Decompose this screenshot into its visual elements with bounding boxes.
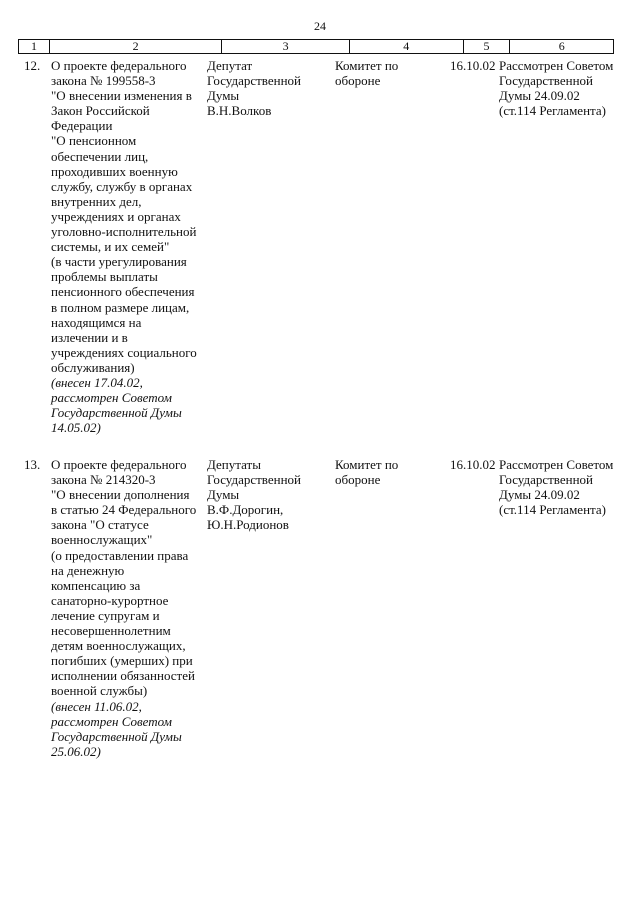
bill-author <box>207 457 301 532</box>
text-line: закона № 199558-3 <box>51 73 156 89</box>
text-line: службу, службу в органах <box>51 178 193 194</box>
text-line: учреждениях социального <box>51 344 197 360</box>
text-line: детям военнослужащих, <box>51 638 186 654</box>
text-line: Думы 24.09.02 <box>499 487 580 503</box>
text-line: (в части урегулирования <box>51 254 187 270</box>
review-date: 16.10.02 <box>450 58 496 73</box>
text-line: (внесен 17.04.02, <box>51 374 143 390</box>
text-line: Государственной Думы <box>51 405 182 421</box>
text-line: 25.06.02) <box>51 743 101 759</box>
text-line: Федерации <box>51 118 113 134</box>
text-line: рассмотрен Советом <box>51 713 172 729</box>
text-line: системы, и их семей" <box>51 239 170 255</box>
text-line: 14.05.02) <box>51 420 101 436</box>
text-line: Депутат <box>207 58 253 73</box>
text-line: обслуживания) <box>51 359 135 375</box>
text-line: военной службы) <box>51 683 148 699</box>
text-line: Ю.Н.Родионов <box>207 517 289 533</box>
text-line: (ст.114 Регламента) <box>499 502 606 518</box>
text-line: излечении и в <box>51 329 128 345</box>
column-header-2: 2 <box>50 40 222 53</box>
text-line: В.Н.Волков <box>207 103 272 119</box>
text-line: "О внесении дополнения <box>51 487 190 503</box>
text-line: "О пенсионном <box>51 133 137 149</box>
text-line: Государственной Думы <box>51 728 182 744</box>
text-line: санаторно-курортное <box>51 592 169 608</box>
text-line: В.Ф.Дорогин, <box>207 502 284 518</box>
submission-note <box>51 699 196 759</box>
column-header-3: 3 <box>222 40 350 53</box>
text-line: обороне <box>335 73 381 89</box>
text-line: Государственной <box>207 472 302 488</box>
text-line: Думы <box>207 88 240 104</box>
text-line: закона "О статусе <box>51 517 149 533</box>
review-date: 16.10.02 <box>450 457 496 472</box>
review-result <box>499 58 613 118</box>
text-line: рассмотрен Советом <box>51 390 172 406</box>
text-line: закона № 214320-3 <box>51 472 156 488</box>
text-line: лечение супругам и <box>51 607 160 623</box>
page-number: 24 <box>314 19 326 33</box>
responsible-committee <box>335 58 398 88</box>
text-line: Комитет по <box>335 457 399 472</box>
text-line: О проекте федерального <box>51 58 187 73</box>
text-line: несовершеннолетним <box>51 623 171 639</box>
text-line: на денежную <box>51 562 125 578</box>
text-line: (ст.114 Регламента) <box>499 103 606 119</box>
text-line: учреждениях и органах <box>51 208 181 224</box>
text-line: Государственной <box>499 472 594 488</box>
text-line: находящимся на <box>51 314 142 330</box>
text-line: Государственной <box>499 73 594 89</box>
submission-note <box>51 375 197 435</box>
column-header-6: 6 <box>558 39 565 53</box>
column-header-5: 5 <box>464 40 511 53</box>
column-header-4: 4 <box>350 40 464 53</box>
description-lines <box>51 58 197 375</box>
review-result <box>499 457 613 517</box>
text-line: уголовно-исполнительной <box>51 224 197 240</box>
text-line: Рассмотрен Советом <box>499 58 614 73</box>
text-line: проходивших военную <box>51 163 178 179</box>
responsible-committee <box>335 457 398 487</box>
text-line: в полном размере лицам, <box>51 299 190 315</box>
text-line: внутренних дел, <box>51 193 142 209</box>
text-line: "О внесении изменения в <box>51 88 192 104</box>
text-line: (о предоставлении права <box>51 547 189 563</box>
text-line: Депутаты <box>207 457 261 472</box>
row-number: 12. <box>24 58 41 73</box>
text-line: Государственной <box>207 73 302 89</box>
bill-description <box>51 457 196 759</box>
description-lines <box>51 457 196 699</box>
text-line: Думы 24.09.02 <box>499 88 580 104</box>
text-line: (внесен 11.06.02, <box>51 698 142 714</box>
column-header-1: 1 <box>19 40 50 53</box>
text-line: О проекте федерального <box>51 457 187 472</box>
table-header-row <box>18 39 614 54</box>
text-line: Закон Российской <box>51 103 150 119</box>
text-line: пенсионного обеспечения <box>51 284 195 300</box>
text-line: компенсацию за <box>51 577 141 593</box>
text-line: проблемы выплаты <box>51 269 158 285</box>
bill-description <box>51 58 197 435</box>
row-number: 13. <box>24 457 41 472</box>
text-line: обеспечении лиц, <box>51 148 149 164</box>
text-line: обороне <box>335 472 381 488</box>
bill-author <box>207 58 301 118</box>
text-line: Думы <box>207 487 240 503</box>
text-line: Комитет по <box>335 58 399 73</box>
text-line: погибших (умерших) при <box>51 653 193 669</box>
text-line: в статью 24 Федерального <box>51 502 197 518</box>
text-line: исполнении обязанностей <box>51 668 195 684</box>
text-line: военнослужащих" <box>51 532 153 548</box>
text-line: Рассмотрен Советом <box>499 457 614 472</box>
